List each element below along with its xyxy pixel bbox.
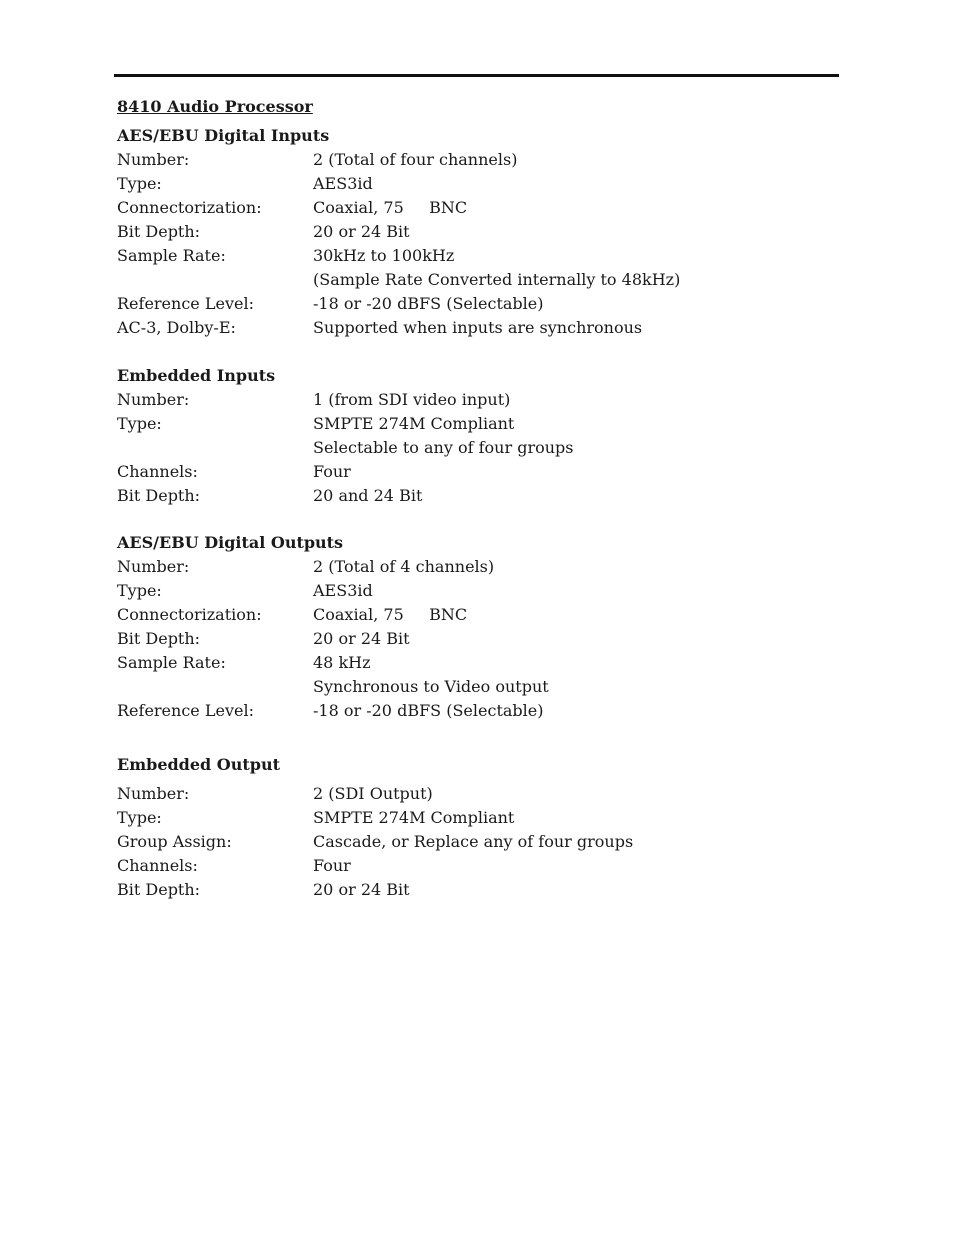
spec-row <box>117 292 544 316</box>
spec-value: Four <box>313 856 351 875</box>
spec-value: 20 or 24 Bit <box>313 222 410 241</box>
section-heading: Embedded Output <box>117 755 280 774</box>
spec-label: Reference Level: <box>117 701 254 720</box>
section-heading: Embedded Inputs <box>117 366 276 385</box>
spec-value: 2 (SDI Output) <box>313 784 433 803</box>
spec-value: AES3id <box>313 174 373 193</box>
spec-label: Connectorization: <box>117 198 262 217</box>
spec-label: Sample Rate: <box>117 653 226 672</box>
spec-row <box>117 830 634 854</box>
spec-row <box>117 268 681 292</box>
spec-value: (Sample Rate Converted internally to 48kHz) <box>313 270 681 289</box>
spec-label: Type: <box>117 174 162 193</box>
spec-label: Type: <box>117 414 162 433</box>
spec-row <box>117 484 423 508</box>
spec-row <box>117 854 351 878</box>
spec-value: Selectable to any of four groups <box>313 438 574 457</box>
spec-label: Number: <box>117 557 190 576</box>
spec-value: 30kHz to 100kHz <box>313 246 455 265</box>
spec-row <box>117 172 373 196</box>
spec-label: Bit Depth: <box>117 629 201 648</box>
spec-label: Channels: <box>117 462 198 481</box>
spec-row <box>117 244 455 268</box>
spec-row <box>117 196 468 220</box>
spec-row <box>117 806 515 830</box>
spec-row <box>117 555 495 579</box>
document-title: 8410 Audio Processor <box>117 97 313 116</box>
spec-value: 20 or 24 Bit <box>313 629 410 648</box>
spec-value: AES3id <box>313 581 373 600</box>
spec-label: Sample Rate: <box>117 246 226 265</box>
spec-row <box>117 782 433 806</box>
spec-value: 48 kHz <box>313 653 371 672</box>
spec-row <box>117 436 574 460</box>
spec-label: Type: <box>117 581 162 600</box>
section-heading: AES/EBU Digital Outputs <box>117 533 344 552</box>
spec-section <box>117 755 634 902</box>
spec-row <box>117 388 511 412</box>
spec-value: Cascade, or Replace any of four groups <box>313 832 634 851</box>
spec-value: Coaxial, 75 BNC <box>313 198 468 217</box>
section-heading: AES/EBU Digital Inputs <box>117 126 330 145</box>
spec-row <box>117 579 373 603</box>
spec-row <box>117 220 410 244</box>
spec-row <box>117 316 643 340</box>
spec-value: 20 or 24 Bit <box>313 880 410 899</box>
spec-label: Channels: <box>117 856 198 875</box>
spec-label: Group Assign: <box>117 832 232 851</box>
spec-row <box>117 627 410 651</box>
spec-value: 1 (from SDI video input) <box>313 390 511 409</box>
spec-value: SMPTE 274M Compliant <box>313 808 515 827</box>
spec-label: Number: <box>117 784 190 803</box>
spec-label: AC-3, Dolby-E: <box>117 318 236 337</box>
spec-row <box>117 699 544 723</box>
spec-value: Synchronous to Video output <box>313 677 549 696</box>
spec-value: Four <box>313 462 351 481</box>
spec-label: Reference Level: <box>117 294 254 313</box>
spec-row <box>117 878 410 902</box>
spec-section <box>117 533 549 723</box>
header-rule <box>114 74 839 77</box>
spec-row <box>117 651 371 675</box>
spec-value: 20 and 24 Bit <box>313 486 423 505</box>
spec-value: 2 (Total of 4 channels) <box>313 557 495 576</box>
spec-row <box>117 460 351 484</box>
spec-value: -18 or -20 dBFS (Selectable) <box>313 294 544 313</box>
spec-value: SMPTE 274M Compliant <box>313 414 515 433</box>
spec-label: Bit Depth: <box>117 486 201 505</box>
spec-row <box>117 675 549 699</box>
spec-label: Bit Depth: <box>117 222 201 241</box>
spec-label: Number: <box>117 150 190 169</box>
spec-label: Connectorization: <box>117 605 262 624</box>
spec-label: Bit Depth: <box>117 880 201 899</box>
spec-value: Supported when inputs are synchronous <box>313 318 643 337</box>
spec-row <box>117 412 515 436</box>
spec-label: Number: <box>117 390 190 409</box>
spec-value: -18 or -20 dBFS (Selectable) <box>313 701 544 720</box>
spec-value: 2 (Total of four channels) <box>313 150 518 169</box>
spec-value: Coaxial, 75 BNC <box>313 605 468 624</box>
spec-row <box>117 603 468 627</box>
spec-section <box>117 126 681 340</box>
spec-section <box>117 366 574 508</box>
spec-label: Type: <box>117 808 162 827</box>
spec-row <box>117 148 518 172</box>
